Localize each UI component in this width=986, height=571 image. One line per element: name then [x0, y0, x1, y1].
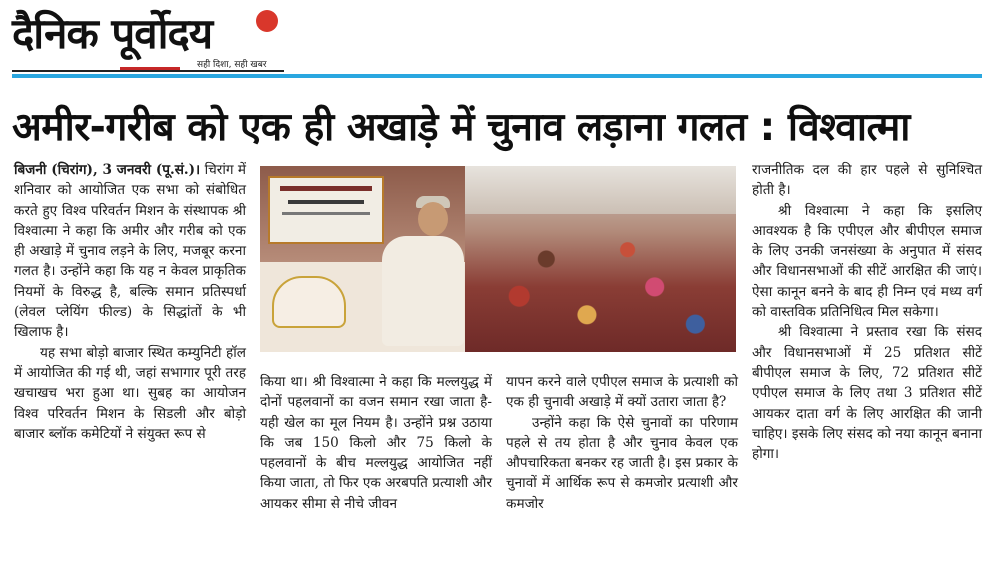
photo-stage	[260, 166, 465, 352]
article-paragraph: श्री विश्वात्मा ने प्रस्ताव रखा कि संसद और विधानसभाओं में 25 प्रतिशत सीटें बीपीएल समाज के लिए, 72 प्रतिशत सीटें एपीएल समाज के लिए तथा 3 प्रतिशत सीटें आयकर दाता वर्ग के लिए आरक्षित की जानी चाहिए। इसके लिए संसद को नया कानून बनाना होगा।	[752, 324, 982, 463]
masthead-divider	[12, 74, 982, 78]
article-paragraph: श्री विश्वात्मा ने कहा कि इसलिए आवश्यक है कि एपीएल और बीपीएल समाज के लिए उनकी जनसंख्या के अनुपात में संसद और विधानसभाओं की सीटें आरक्षित की जाएं। ऐसा कानून बनने के बाद ही निम्न एवं मध्य वर्ग को वास्तविक प्रतिनिधित्व मिल सकेगा।	[752, 202, 982, 321]
article-paragraph: यह सभा बोड़ो बाजार स्थित कम्युनिटी हॉल में आयोजित की गई थी, जहां सभागार पूरी तरह खचाखच भरा हुआ था। सुबह का आयोजन विश्व परिवर्तन मिशन के सिडली और बोड़ो बाजार ब्लॉक कमेटियों ने संयुक्त रूप से	[14, 344, 246, 442]
article-paragraph: किया था। श्री विश्वात्मा ने कहा कि मल्लयुद्ध में दोनों पहलवानों का वजन समान रखा जाता है-यही खेल का मूल नियम है। उन्होंने प्रश्न उठाया कि जब 150 किलो और 75 किलो के पहलवानों के बीच मल्लयुद्ध आयोजित नहीं किया जाता, तो फिर एक अरबपति प्रत्याशी और आयकर सीमा से नीचे जीवन	[260, 374, 492, 512]
dateline: बिजनी (चिरांग), 3 जनवरी (पू.सं.)।	[14, 162, 201, 178]
stage-banner	[268, 176, 384, 244]
article-headline: अमीर-गरीब को एक ही अखाड़े में चुनाव लड़ाना गलत : विश्वात्मा	[12, 105, 910, 150]
article-paragraph: यापन करने वाले एपीएल समाज के प्रत्याशी को एक ही चुनावी अखाड़े में क्यों उतारा जाता है?	[506, 374, 738, 411]
article-paragraph: उन्होंने कहा कि ऐसे चुनावों का परिणाम पहले से तय होता है और चुनाव केवल एक औपचारिकता बनकर रह जाती है। इस प्रकार के चुनावों में आर्थिक रूप से कमजोर प्रत्याशी और कमजोर	[506, 414, 738, 512]
banner-text-line	[280, 186, 372, 191]
hall-wall	[465, 166, 736, 214]
audience-crowd	[465, 166, 736, 352]
speaker-head	[418, 202, 448, 236]
article-paragraph	[14, 160, 246, 343]
paragraph-text: चिरांग में शनिवार को आयोजित एक सभा को संबोधित करते हुए विश्व परिवर्तन मिशन के संस्थापक श्री विश्वात्मा ने कहा कि अमीर और गरीब को एक ही अखाड़े में चुनाव लड़ने के लिए, मजबूर करना गलत है। उन्होंने कहा कि यह न केवल प्राकृतिक नियमों के विरुद्ध है, बल्कि समान प्रतिस्पर्धा (लेवल प्लेयिंग फील्ड) के सिद्धांतों के भी खिलाफ है।	[14, 162, 247, 341]
speaker-figure	[382, 236, 464, 346]
sofa-arm	[272, 276, 346, 328]
newspaper-tagline: सही दिशा, सही खबर	[197, 60, 267, 70]
newspaper-logo: दैनिक पूर्वोदय	[12, 9, 213, 58]
article-paragraph: राजनीतिक दल की हार पहले से सुनिश्चित होती है।	[752, 162, 982, 199]
logo-underline	[12, 70, 284, 72]
banner-text-line	[282, 212, 370, 215]
article-column-1	[14, 160, 246, 444]
article-column-3	[506, 372, 738, 514]
masthead	[0, 0, 986, 82]
logo-dot-icon	[256, 10, 278, 32]
article-column-2	[260, 372, 492, 514]
article-column-4	[752, 160, 982, 464]
event-photo	[260, 166, 736, 352]
banner-text-line	[288, 200, 364, 204]
